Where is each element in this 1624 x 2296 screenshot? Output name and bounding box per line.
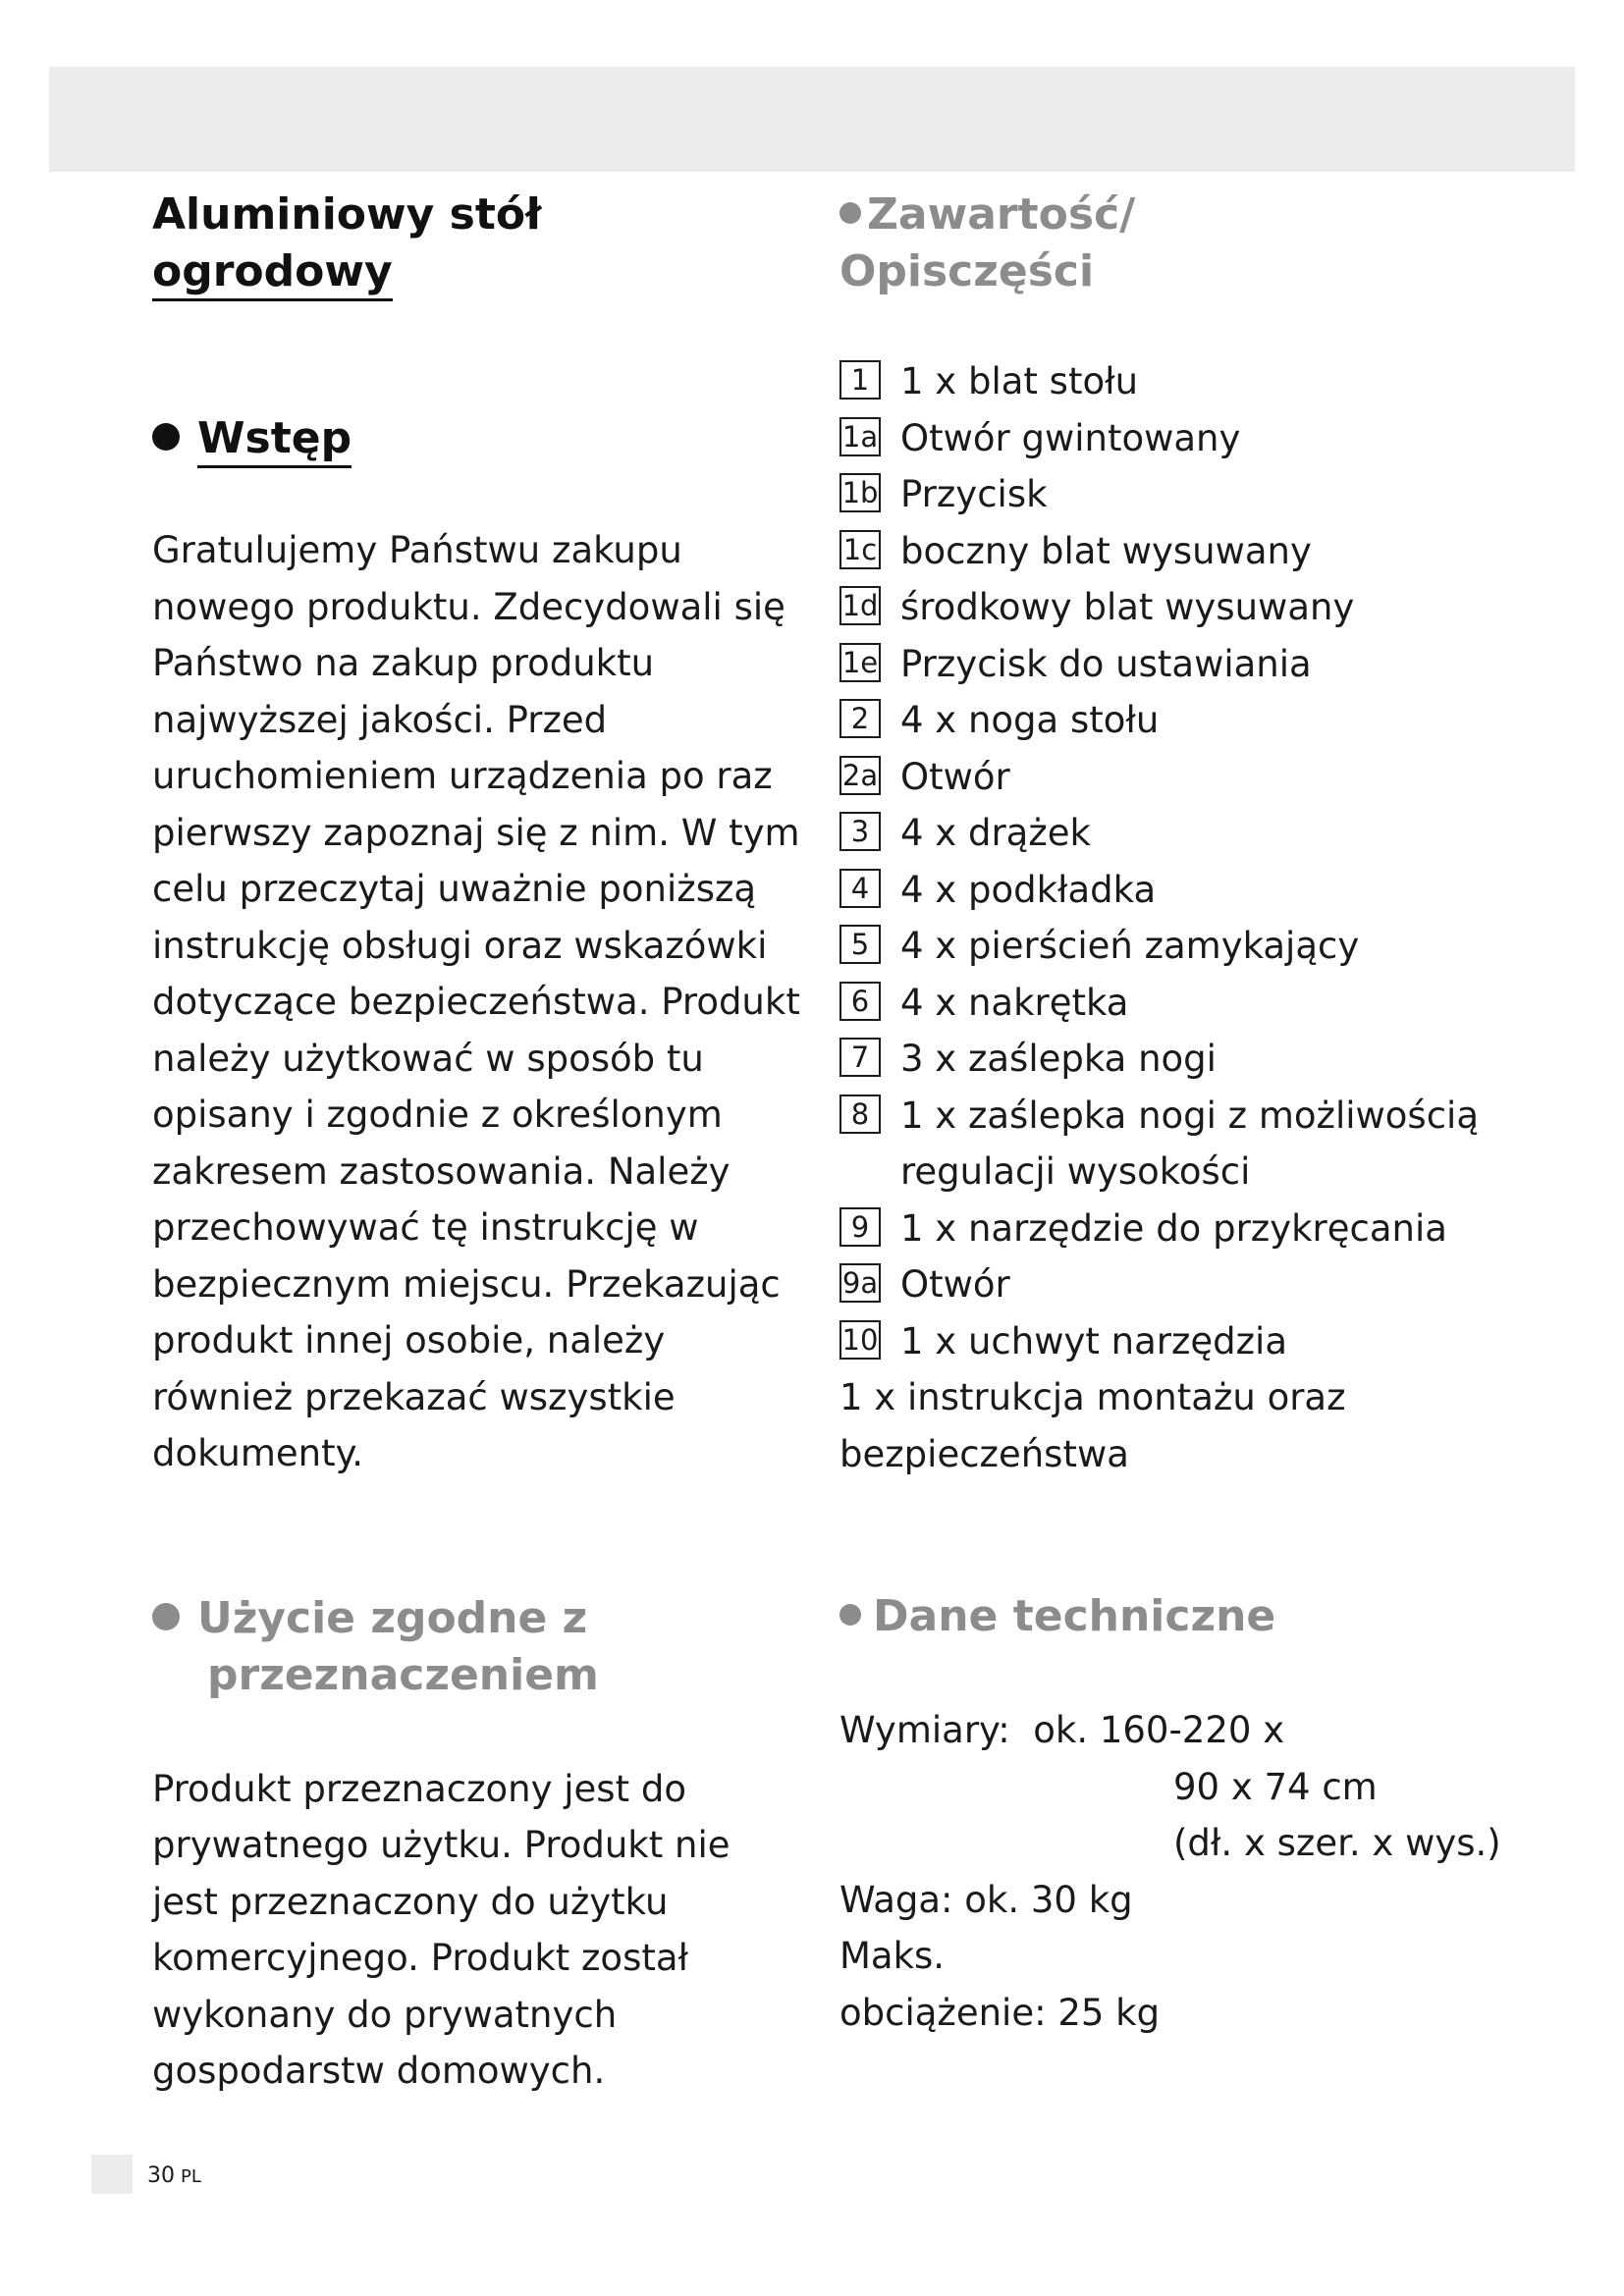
part-number: 1c [839, 530, 881, 569]
part-number: 1d [839, 586, 881, 625]
language-code: PL [181, 2166, 201, 2187]
spec-dimensions: Wymiary: ok. 160-220 x [839, 1709, 1285, 1751]
intro-heading-text: Wstęp [197, 413, 352, 468]
contents-footer-note: 1 x instrukcja montażu oraz bezpieczeństwa [839, 1376, 1346, 1475]
bullet-icon [152, 1603, 180, 1630]
part-number: 4 [839, 869, 881, 908]
part-number: 1b [839, 473, 881, 512]
document-title-line2: ogrodowy [152, 246, 393, 301]
page-number: 30 [147, 2163, 175, 2188]
list-item: 10 1 x uchwyt narzędzia [839, 1313, 1527, 1370]
parts-list [839, 353, 1527, 1369]
part-number: 9 [839, 1207, 881, 1247]
intended-use-heading-line2: przeznaczeniem [207, 1649, 599, 1700]
bullet-icon [839, 202, 861, 224]
contents-heading-line2: Opisczęści [839, 246, 1095, 296]
spec-max-load-label: Maks. [839, 1935, 946, 1977]
intro-paragraph: Gratulujemy Państwu zakupu nowego produktu. Zdecydowali się Państwo na zakup produktu najwyższej jakości. Przed uruchomieniem urządzenia po raz pierwszy zapoznaj się z nim. W tym celu przeczytaj uważnie poniższą instrukcję obsługi oraz wskazówki dotyczące bezpieczeństwa. Produkt należy użytkować w sposób tu opisany i zgodnie z określonym zakresem zastosowania. Należy przechowywać tę instrukcję w bezpiecznym miejscu. Przekazując produkt innej osobie, należy również przekazać wszystkie dokumenty. [152, 529, 800, 1474]
part-number: 1a [839, 417, 881, 456]
list-item: 1c boczny blat wysuwany [839, 523, 1527, 580]
bullet-icon [839, 1604, 861, 1626]
part-number: 10 [839, 1320, 881, 1360]
spec-weight: Waga: ok. 30 kg [839, 1878, 1133, 1921]
list-item: 1d środkowy blat wysuwany [839, 579, 1527, 636]
header-band [49, 67, 1575, 172]
technical-heading [839, 1588, 1527, 1645]
spec-dimensions-units: (dł. x szer. x wys.) [1173, 1822, 1501, 1864]
right-column [839, 187, 1527, 2041]
contents-heading [839, 187, 1527, 300]
part-number: 1e [839, 643, 881, 682]
document-title-line1: Aluminiowy stół [152, 189, 542, 240]
list-item: 2a Otwór [839, 749, 1527, 806]
page-footer [147, 2162, 201, 2192]
intro-heading [152, 410, 800, 467]
part-number: 6 [839, 982, 881, 1021]
list-item: 3 4 x drążek [839, 805, 1527, 862]
part-number: 5 [839, 925, 881, 964]
list-item: 1e Przycisk do ustawiania [839, 636, 1527, 693]
spec-dimensions-cont: 90 x 74 cm [1173, 1765, 1378, 1808]
technical-heading-text: Dane techniczne [873, 1591, 1276, 1641]
part-number: 2 [839, 699, 881, 738]
list-item: 5 4 x pierścień zamykający [839, 918, 1527, 975]
list-item: 8 1 x zaślepka nogi z możliwością regulacji wysokości [839, 1088, 1527, 1201]
part-number: 8 [839, 1095, 881, 1134]
document-title [152, 187, 800, 300]
part-number: 7 [839, 1038, 881, 1077]
list-item: 1a Otwór gwintowany [839, 410, 1527, 467]
footer-marker [91, 2155, 133, 2194]
spec-max-load: obciążenie: 25 kg [839, 1991, 1161, 2034]
intended-use-heading-line1: Użycie zgodne z [197, 1592, 588, 1643]
contents-heading-line1: Zawartość/ [867, 189, 1136, 240]
part-number: 9a [839, 1263, 881, 1303]
bullet-icon [152, 423, 180, 451]
list-item: 2 4 x noga stołu [839, 692, 1527, 749]
list-item: 1b Przycisk [839, 466, 1527, 523]
list-item: 1 1 x blat stołu [839, 353, 1527, 410]
left-column [152, 187, 800, 2100]
list-item: 7 3 x zaślepka nogi [839, 1031, 1527, 1088]
intended-use-paragraph: Produkt przeznaczony jest do prywatnego użytku. Produkt nie jest przeznaczony do użytku komercyjnego. Produkt został wykonany do prywatnych gospodarstw domowych. [152, 1767, 731, 2092]
part-number: 1 [839, 360, 881, 400]
list-item: 6 4 x nakrętka [839, 975, 1527, 1032]
technical-specs [839, 1702, 1527, 2041]
intended-use-heading [152, 1590, 800, 1704]
list-item: 4 4 x podkładka [839, 862, 1527, 919]
part-number: 2a [839, 756, 881, 795]
list-item: 9 1 x narzędzie do przykręcania [839, 1201, 1527, 1257]
part-number: 3 [839, 812, 881, 851]
list-item: 9a Otwór [839, 1256, 1527, 1313]
